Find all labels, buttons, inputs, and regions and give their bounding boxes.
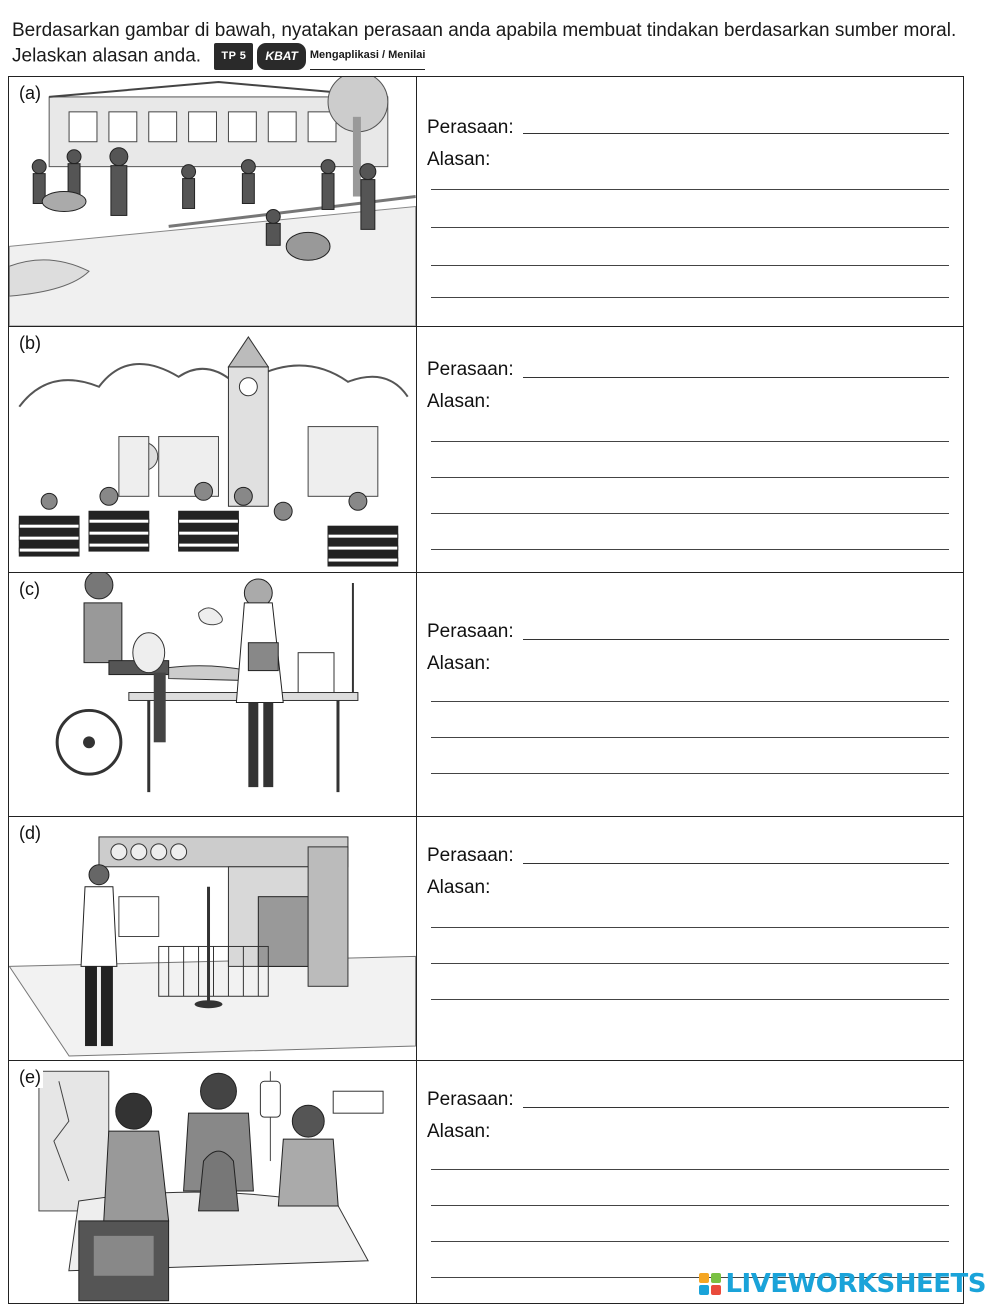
cleanup-scene-icon [9,77,416,326]
hospital-scene-icon [9,1061,416,1303]
alasan-line[interactable] [431,189,949,190]
question-row-b [9,327,963,573]
illustration-stall [9,573,417,816]
alasan-line[interactable] [431,1241,949,1242]
row-label: (b) [19,333,41,353]
perasaan-label: Perasaan: [427,621,514,642]
alasan-line[interactable] [431,701,949,702]
perasaan-input-line[interactable] [523,639,949,640]
answer-area-c [427,573,953,816]
perasaan-label: Perasaan: [427,117,514,138]
alasan-label: Alasan: [427,149,491,170]
parade-scene-icon [9,327,416,572]
row-label: (c) [19,579,40,599]
answer-area-e [427,1061,953,1303]
perasaan-input-line[interactable] [523,377,949,378]
alasan-label: Alasan: [427,1121,491,1142]
row-label: (a) [19,83,41,103]
perasaan-input-line[interactable] [523,133,949,134]
row-label: (d) [19,823,41,843]
alasan-label: Alasan: [427,877,491,898]
illustration-temple [9,817,417,1060]
stall-scene-icon [9,573,416,816]
perasaan-label: Perasaan: [427,845,514,866]
brand-name: LIVEWORKSHEETS [725,1269,986,1299]
worksheet-table [8,76,964,1304]
alasan-line[interactable] [431,999,949,1000]
answer-area-b [427,327,953,572]
kbat-badge: KBAT [257,43,305,70]
question-row-c [9,573,963,817]
alasan-line[interactable] [431,549,949,550]
question-row-e [9,1061,963,1303]
perasaan-label: Perasaan: [427,1089,514,1110]
perasaan-input-line[interactable] [523,1107,949,1108]
illustration-parade [9,327,417,572]
instruction-text: Berdasarkan gambar di bawah, nyatakan perasaan anda apabila membuat tindakan berdasarkan sumber moral. Jelaskan alasan anda. [12,20,957,67]
alasan-line[interactable] [431,227,949,228]
alasan-line[interactable] [431,963,949,964]
alasan-line[interactable] [431,773,949,774]
alasan-line[interactable] [431,513,949,514]
temple-scene-icon [9,817,416,1060]
tp-badge: TP 5 [214,43,253,70]
liveworksheets-watermark [699,1269,986,1299]
alasan-line[interactable] [431,297,949,298]
illustration-cleanup [9,77,417,326]
alasan-line[interactable] [431,477,949,478]
liveworksheets-logo-icon [699,1273,721,1295]
skill-level: Mengaplikasi / Menilai [310,43,426,70]
alasan-line[interactable] [431,265,949,266]
alasan-label: Alasan: [427,391,491,412]
alasan-line[interactable] [431,927,949,928]
alasan-label: Alasan: [427,653,491,674]
alasan-line[interactable] [431,737,949,738]
illustration-hospital [9,1061,417,1303]
answer-area-a [427,77,953,326]
row-label: (e) [19,1067,41,1087]
instruction [12,18,982,70]
question-row-d [9,817,963,1061]
alasan-line[interactable] [431,441,949,442]
alasan-line[interactable] [431,1205,949,1206]
answer-area-d [427,817,953,1060]
alasan-line[interactable] [431,1169,949,1170]
question-row-a [9,77,963,327]
perasaan-input-line[interactable] [523,863,949,864]
perasaan-label: Perasaan: [427,359,514,380]
